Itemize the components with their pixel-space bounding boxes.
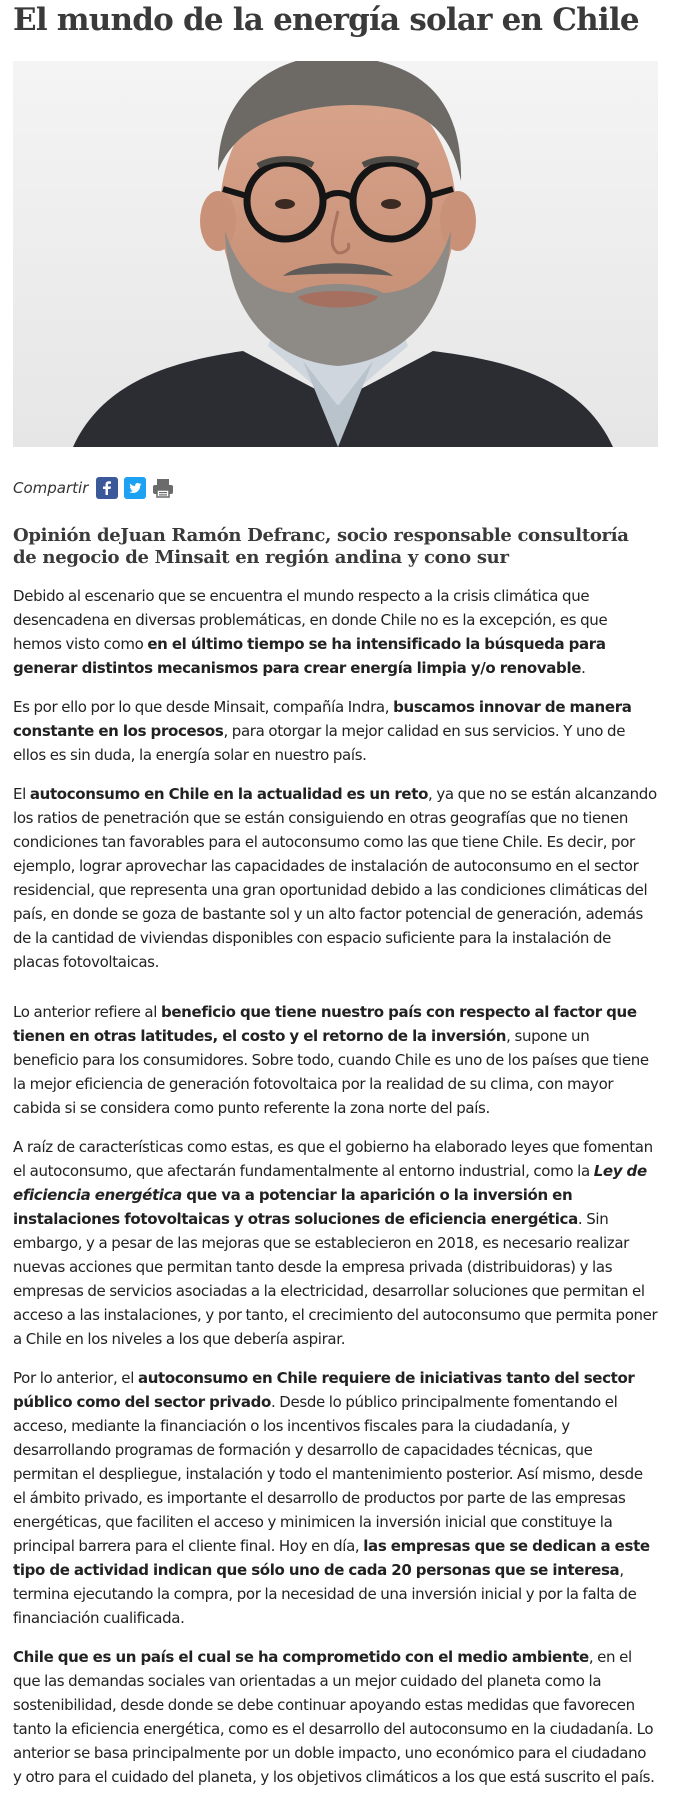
print-icon[interactable] [152,477,174,499]
facebook-icon[interactable] [96,477,118,499]
text-run: Lo anterior refiere al [13,1003,161,1021]
author-photo [13,61,658,447]
paragraph [13,695,658,767]
text-run: , para otorgar la mejor calidad en sus servicios. Y uno de ellos es sin duda, la energía solar en nuestro país. [13,722,626,764]
text-run: . [581,659,586,677]
text-run: El [13,785,30,803]
share-label: Compartir [13,479,89,497]
text-run: . Sin embargo, y a pesar de las mejoras que se establecieron en 2018, es necesario realizar nuevas acciones que permitan tanto desde la empresa privada (distribuidoras) y las empresas de servicios asociadas a la electricidad, desarrollar soluciones que permitan el acceso a las instalaciones, y por tanto, el crecimiento del autoconsumo que permita poner a Chile en los niveles a los que debería aspirar. [13,1210,658,1348]
bold-text-run: en el último tiempo se ha intensificado la búsqueda para generar distintos mecanismos para crear energía limpia y/o renovable [13,635,606,677]
bold-text-run: autoconsumo en Chile en la actualidad es un reto [29,785,429,803]
author-portrait-image [13,61,658,447]
bold-text-run: buscamos innovar de manera constante en los procesos [13,698,632,740]
text-run: Es por ello por lo que desde Minsait, compañía Indra, [13,698,394,716]
text-run: . Desde lo público principalmente fomentando el acceso, mediante la financiación o los incentivos fiscales para la ciudadanía, y desarrollando programas de formación y desarrollo de capacidades técnicas, que permitan el despliegue, instalación y todo el mantenimiento posterior. Así mismo, desde el ámbito privado, es importante el desarrollo de productos por parte de las empresas energéticas, que faciliten el acceso y minimicen la inversión inicial que constituye la principal barrera para el cliente final. Hoy en día, [13,1393,643,1555]
text-run: , en el que las demandas sociales van orientadas a un mejor cuidado del planeta como la sostenibilidad, desde donde se debe continuar apoyando estas medidas que favorecen tanto la eficiencia energética, como es el desarrollo del autoconsumo en la ciudadanía. Lo anterior se basa principalmente por un doble impacto, uno económico para el ciudadano y otro para el cuidado del planeta, y los objetivos climáticos a los que está suscrito el país. [13,1648,655,1786]
text-run: , termina ejecutando la compra, por la necesidad de una inversión inicial y por la falta de financiación cualificada. [13,1561,637,1627]
article-title: El mundo de la energía solar en Chile [13,2,639,38]
bold-text-run: beneficio que tiene nuestro país con respecto al factor que tienen en otras latitudes, el costo y el retorno de la inversión [13,1003,637,1045]
paragraph [13,584,658,680]
text-run: A raíz de características como estas, es que el gobierno ha elaborado leyes que fomentan el autoconsumo, que afectarán fundamentalmente al entorno industrial, como la [13,1138,653,1180]
bold-text-run: autoconsumo en Chile requiere de iniciativas tanto del sector público como del sector privado [13,1369,635,1411]
share-bar [13,474,180,502]
bold-text-run: las empresas que se dedican a este tipo de actividad indican que sólo uno de cada 20 personas que se interesa [13,1537,650,1579]
text-run: Debido al escenario que se encuentra el mundo respecto a la crisis climática que desencadena en diversas problemáticas, en donde Chile no es la excepción, es que hemos visto como [13,587,608,653]
bold-text-run: que va a potenciar la aparición o la inversión en instalaciones fotovoltaicas y otras soluciones de eficiencia energética [13,1186,578,1228]
text-run: , supone un beneficio para los consumidores. Sobre todo, cuando Chile es uno de los países que tiene la mejor eficiencia de generación fotovoltaica por la realidad de su clima, con mayor cabida si se considera como punto referente la zona norte del país. [13,1027,649,1117]
paragraph [13,1135,658,1351]
bold-text-run: Chile que es un país el cual se ha comprometido con el medio ambiente [13,1648,589,1666]
article-body [13,584,658,1804]
paragraph [13,1645,658,1789]
paragraph [13,1366,658,1630]
paragraph [13,782,658,974]
article-subtitle: Opinión deJuan Ramón Defranc, socio responsable consultoría de negocio de Minsait en región andina y cono sur [13,525,629,568]
text-run: Por lo anterior, el [13,1369,138,1387]
text-run: , ya que no se están alcanzando los ratios de penetración que se están consiguiendo en otras geografías que no tienen condiciones tan favorables para el autoconsumo como las que tiene Chile. Es decir, por ejemplo, lograr aprovechar las capacidades de instalación de autoconsumo en el sector residencial, que representa una gran oportunidad debido a las condiciones climáticas del país, en donde se goza de bastante sol y un alto factor potencial de generación, además de la cantidad de viviendas disponibles con espacio suficiente para la instalación de placas fotovoltaicas. [13,785,657,971]
twitter-icon[interactable] [124,477,146,499]
paragraph [13,1000,658,1120]
bold-text-run: Ley de eficiencia energética [13,1162,647,1204]
